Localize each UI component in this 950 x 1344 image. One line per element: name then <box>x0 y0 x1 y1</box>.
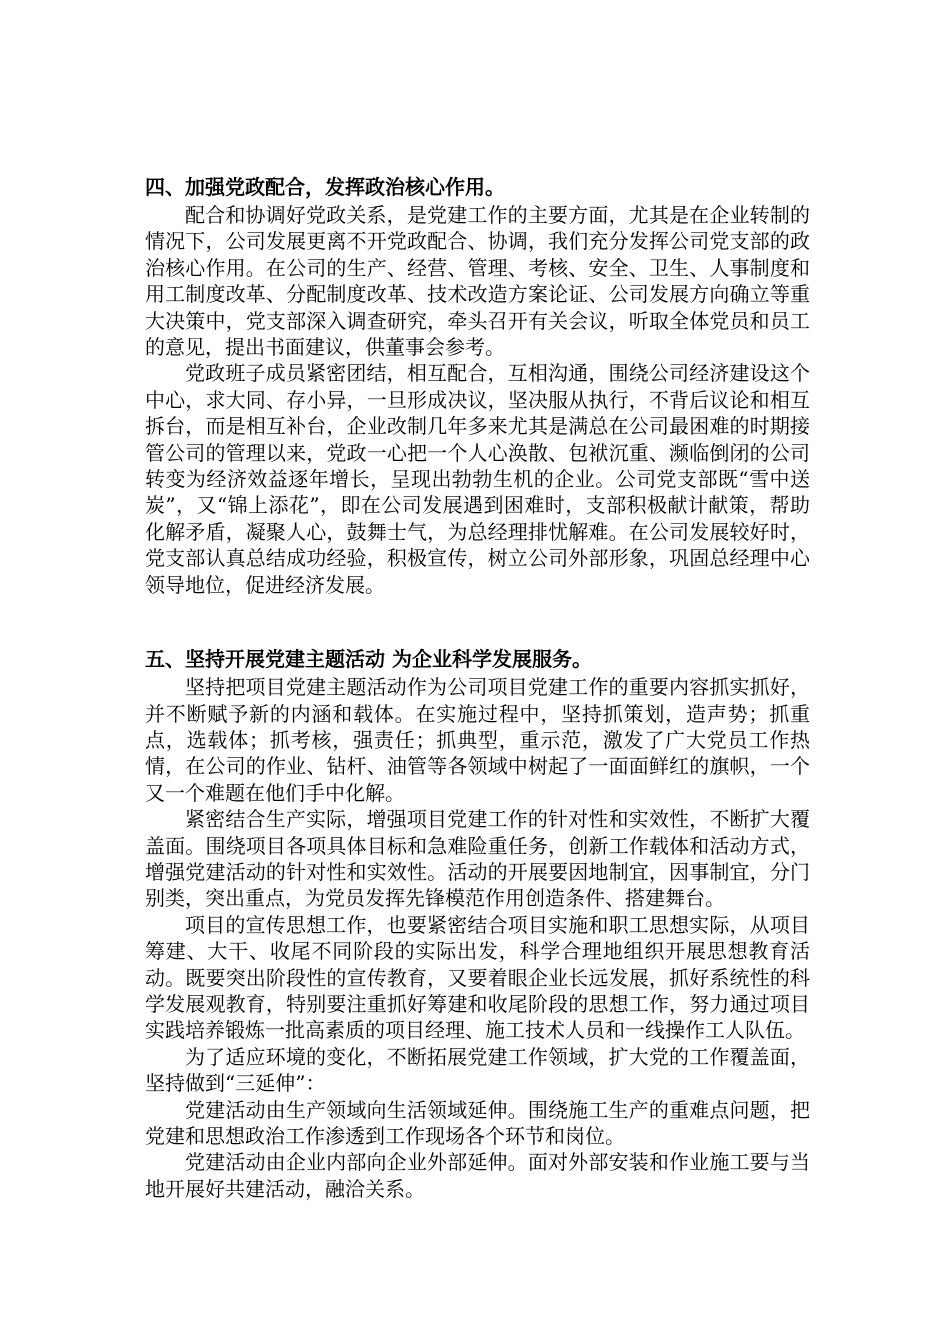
section-five-paragraph-5: 党建活动由生产领域向生活领域延伸。围绕施工生产的重难点问题，把党建和思想政治工作渗透到工作现场各个环节和岗位。 <box>145 1097 810 1148</box>
section-four-paragraph-2: 党政班子成员紧密团结，相互配合，互相沟通，围绕公司经济建设这个中心，求大同、存小异，一旦形成决议，坚决服从执行，不背后议论和相互拆台，而是相互补台，企业改制几年多来尤其是满总在公司最困难的时期接管公司的管理以来，党政一心把一个人心涣散、包袱沉重、濒临倒闭的公司转变为经济效益逐年增长，呈现出勃勃生机的企业。公司党支部既“雪中送炭”，又“锦上添花”，即在公司发展遇到困难时，支部积极献计献策，帮助化解矛盾，凝聚人心，鼓舞士气，为总经理排忧解难。在公司发展较好时，党支部认真总结成功经验，积极宣传，树立公司外部形象，巩固总经理中心领导地位，促进经济发展。 <box>145 361 810 597</box>
section-divider-space <box>145 598 810 644</box>
section-five-paragraph-2: 紧密结合生产实际，增强项目党建工作的针对性和实效性，不断扩大覆盖面。围绕项目各项具体目标和急难险重任务，创新工作载体和活动方式，增强党建活动的针对性和实效性。活动的开展要因地制宜，因事制宜，分门别类，突出重点，为党员发挥先锋模范作用创造条件、搭建舞台。 <box>145 807 810 911</box>
section-five-paragraph-6: 党建活动由企业内部向企业外部延伸。面对外部安装和作业施工要与当地开展好共建活动，融洽关系。 <box>145 1150 810 1201</box>
section-five-paragraph-4: 为了适应环境的变化，不断拓展党建工作领域，扩大党的工作覆盖面，坚持做到“三延伸”： <box>145 1044 810 1096</box>
section-five-paragraph-1: 坚持把项目党建主题活动作为公司项目党建工作的重要内容抓实抓好，并不断赋予新的内涵和载体。在实施过程中，坚持抓策划，造声势；抓重点，选载体；抓考核，强责任；抓典型，重示范，激发了广大党员工作热情，在公司的作业、钻杆、油管等各领域中树起了一面面鲜红的旗帜，一个又一个难题在他们手中化解。 <box>145 675 810 805</box>
section-four <box>145 172 810 598</box>
section-four-heading: 四、加强党政配合，发挥政治核心作用。 <box>145 175 505 199</box>
section-five <box>145 644 810 1202</box>
document-page <box>145 172 810 1202</box>
section-five-paragraph-3: 项目的宣传思想工作，也要紧密结合项目实施和职工思想实际，从项目筹建、大干、收尾不同阶段的实际出发，科学合理地组织开展思想教育活动。既要突出阶段性的宣传教育，又要着眼企业长远发展，抓好系统性的科学发展观教育，特别要注重抓好筹建和收尾阶段的思想工作，努力通过项目实践培养锻炼一批高素质的项目经理、施工技术人员和一线操作工人队伍。 <box>145 912 810 1043</box>
section-four-paragraph-1: 配合和协调好党政关系，是党建工作的主要方面，尤其是在企业转制的情况下，公司发展更离不开党政配合、协调，我们充分发挥公司党支部的政治核心作用。在公司的生产、经营、管理、考核、安全、卫生、人事制度和用工制度改革、分配制度改革、技术改造方案论证、公司发展方向确立等重大决策中，党支部深入调查研究，牵头召开有关会议，听取全体党员和员工的意见，提出书面建议，供董事会参考。 <box>145 203 810 360</box>
section-five-heading: 五、坚持开展党建主题活动 为企业科学发展服务。 <box>145 647 592 672</box>
